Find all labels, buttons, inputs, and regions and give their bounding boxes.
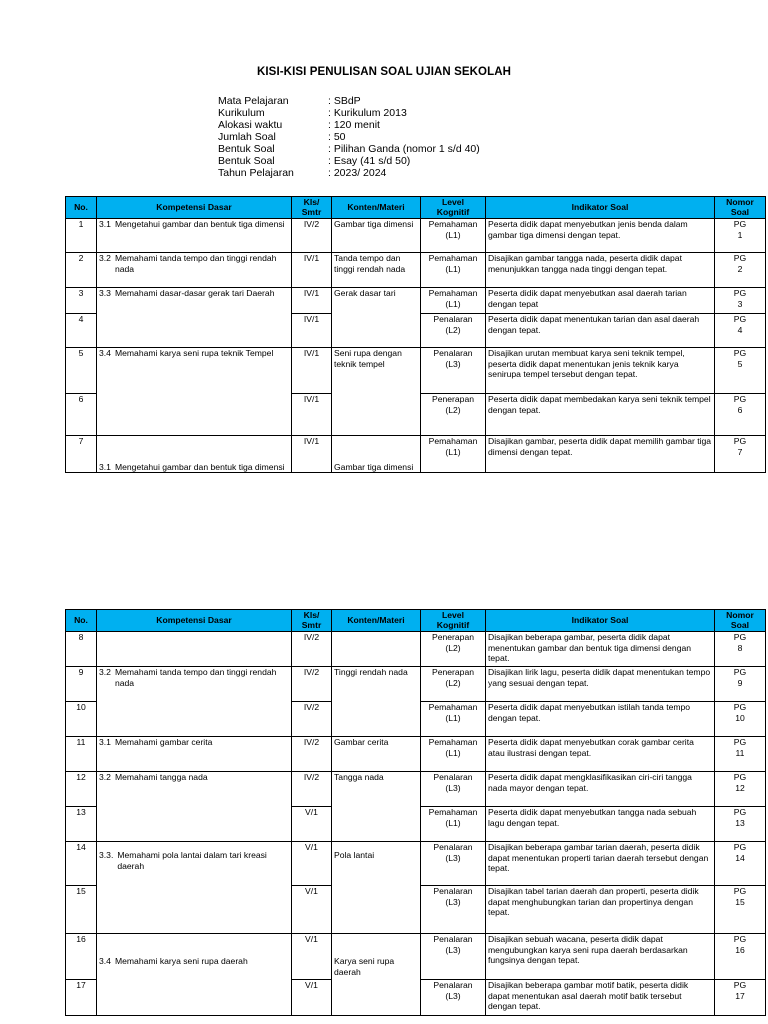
level-code: (L1) [445, 712, 461, 723]
header-indikator-soal: Indikator Soal [486, 197, 715, 219]
kd-text: Memahami karya seni rupa daerah [114, 956, 248, 966]
cell-nomor-soal [715, 436, 766, 473]
cell-indikator-soal: Peserta didik dapat menyebutkan corak gambar cerita atau ilustrasi dengan tepat. [486, 737, 715, 772]
cell-no: 8 [66, 632, 97, 667]
level-name: Pemahaman [428, 807, 478, 817]
header-kelas-line: Kls/ [303, 197, 320, 207]
cell-nomor-soal [715, 253, 766, 288]
meta-label: Alokasi waktu [218, 119, 283, 131]
cell-level-kognitif [421, 667, 486, 702]
table-header-row [66, 610, 766, 632]
header-level-line: Level [442, 197, 464, 207]
cell-nomor-soal [715, 772, 766, 807]
table-header-row [66, 197, 766, 219]
soal-type: PG [733, 934, 747, 944]
soal-type: PG [733, 807, 747, 817]
header-kognitif-line: Kognitif [436, 206, 470, 217]
level-code: (L1) [445, 263, 461, 274]
cell-indikator-soal: Disajikan beberapa gambar motif batik, peserta didik dapat menentukan asal daerah motif batik tersebut dengan tepat. [486, 980, 715, 1016]
kd-number: 3.1 [99, 461, 111, 472]
cell-kelas-semester: IV/2 [292, 667, 332, 702]
meta-value: : 50 [328, 131, 346, 143]
cell-indikator-soal: Disajikan sebuah wacana, peserta didik dapat mengubungkan karya seni rupa daerah berdasarkan fungsinya dengan tepat. [486, 934, 715, 980]
level-name: Pemahaman [428, 737, 478, 747]
cell-level-kognitif [421, 980, 486, 1016]
cell-no: 13 [66, 807, 97, 842]
level-code: (L2) [445, 677, 461, 688]
soal-type: PG [733, 702, 747, 712]
cell-no: 7 [66, 436, 97, 473]
soal-type: PG [733, 436, 747, 446]
cell-no: 16 [66, 934, 97, 980]
soal-type: PG [733, 394, 747, 404]
cell-nomor-soal [715, 314, 766, 348]
meta-value: : 120 menit [328, 119, 380, 131]
kd-number: 3.2 [99, 253, 111, 263]
meta-row [218, 95, 480, 107]
cell-kompetensi-dasar [97, 288, 292, 348]
header-soal-line: Soal [730, 619, 750, 630]
cell-kompetensi-dasar [97, 253, 292, 288]
soal-number: 16 [735, 944, 745, 955]
table-row [66, 436, 766, 473]
header-soal-line: Soal [730, 206, 750, 217]
kd-number: 3.4 [99, 956, 111, 966]
level-code: (L1) [445, 446, 461, 457]
cell-indikator-soal: Disajikan tabel tarian daerah dan properti, peserta didik dapat menghubungkan tarian dan propertinya dengan tepat. [486, 886, 715, 934]
kd-number: 3.4 [99, 348, 111, 358]
cell-level-kognitif [421, 934, 486, 980]
cell-kelas-semester: V/1 [292, 842, 332, 886]
meta-row [218, 143, 480, 155]
cell-konten-materi: Tangga nada [332, 772, 421, 842]
soal-type: PG [733, 737, 747, 747]
soal-number: 1 [737, 229, 743, 240]
meta-row [218, 107, 480, 119]
cell-no: 5 [66, 348, 97, 394]
meta-value: : Kurikulum 2013 [328, 107, 407, 119]
cell-kelas-semester: IV/2 [292, 702, 332, 737]
header-no: No. [66, 197, 97, 219]
level-name: Penalaran [433, 314, 473, 324]
cell-nomor-soal [715, 288, 766, 314]
kisi-kisi-table-2 [65, 609, 766, 1016]
table-row [66, 842, 766, 886]
soal-type: PG [733, 219, 747, 229]
table-row [66, 772, 766, 807]
cell-level-kognitif [421, 702, 486, 737]
cell-indikator-soal: Peserta didik dapat membedakan karya seni teknik tempel dengan tepat. [486, 394, 715, 436]
cell-kelas-semester: IV/1 [292, 288, 332, 314]
level-code: (L1) [445, 747, 461, 758]
soal-number: 15 [735, 896, 745, 907]
cell-no: 17 [66, 980, 97, 1016]
cell-level-kognitif [421, 772, 486, 807]
soal-number: 8 [737, 642, 743, 653]
table-row [66, 219, 766, 253]
level-code: (L1) [445, 298, 461, 309]
level-name: Pemahaman [428, 253, 478, 263]
level-code: (L3) [445, 358, 461, 369]
level-code: (L3) [445, 990, 461, 1001]
table-row [66, 253, 766, 288]
cell-indikator-soal: Disajikan gambar tangga nada, peserta didik dapat menunjukkan tangga nada tinggi dengan tepat. [486, 253, 715, 288]
level-name: Penerapan [431, 394, 475, 404]
cell-nomor-soal [715, 737, 766, 772]
header-nomor-line: Nomor [726, 197, 754, 207]
cell-konten-materi: Gambar tiga dimensi [332, 219, 421, 253]
cell-no: 12 [66, 772, 97, 807]
cell-nomor-soal [715, 980, 766, 1016]
cell-indikator-soal: Peserta didik dapat menyebutkan asal daerah tarian dengan tepat [486, 288, 715, 314]
soal-number: 9 [737, 677, 743, 688]
cell-nomor-soal [715, 702, 766, 737]
kd-text: Memahami tanda tempo dan tinggi rendah nada [114, 253, 277, 274]
level-code: (L3) [445, 852, 461, 863]
level-name: Pemahaman [428, 702, 478, 712]
kd-text: Memahami pola lantai dalam tari kreasi daerah [117, 850, 267, 871]
kd-text: Memahami karya seni rupa teknik Tempel [114, 348, 274, 358]
cell-konten-materi: Tinggi rendah nada [332, 667, 421, 737]
header-konten-materi: Konten/Materi [332, 197, 421, 219]
level-code: (L3) [445, 944, 461, 955]
cell-level-kognitif [421, 842, 486, 886]
level-name: Pemahaman [428, 219, 478, 229]
cell-indikator-soal: Disajikan beberapa gambar, peserta didik dapat menentukan gambar dan bentuk tiga dimensi dengan tepat. [486, 632, 715, 667]
header-semester-line: Smtr [301, 619, 322, 630]
cell-indikator-soal: Peserta didik dapat mengklasifikasikan ciri-ciri tangga nada mayor dengan tepat. [486, 772, 715, 807]
cell-konten-materi [332, 632, 421, 667]
soal-type: PG [733, 632, 747, 642]
cell-kompetensi-dasar [97, 348, 292, 436]
cell-level-kognitif [421, 394, 486, 436]
kd-number: 3.3 [99, 288, 111, 298]
metadata-block [218, 95, 480, 179]
level-code: (L1) [445, 817, 461, 828]
soal-type: PG [733, 667, 747, 677]
level-name: Penalaran [433, 886, 473, 896]
level-code: (L2) [445, 404, 461, 415]
cell-level-kognitif [421, 288, 486, 314]
soal-type: PG [733, 348, 747, 358]
level-code: (L2) [445, 642, 461, 653]
kd-text: Memahami tanda tempo dan tinggi rendah nada [114, 667, 277, 688]
cell-level-kognitif [421, 436, 486, 473]
cell-level-kognitif [421, 886, 486, 934]
cell-kelas-semester: IV/2 [292, 737, 332, 772]
meta-row [218, 131, 480, 143]
kd-number: 3.2 [99, 667, 111, 677]
cell-indikator-soal: Peserta didik dapat menyebutkan jenis benda dalam gambar tiga dimensi dengan tepat. [486, 219, 715, 253]
cell-level-kognitif [421, 348, 486, 394]
meta-label: Bentuk Soal [218, 143, 275, 155]
table-row [66, 934, 766, 980]
cell-konten-materi: Gambar tiga dimensi [332, 436, 421, 473]
cell-nomor-soal [715, 348, 766, 394]
level-name: Pemahaman [428, 436, 478, 446]
cell-konten-materi: Seni rupa dengan teknik tempel [332, 348, 421, 436]
cell-kelas-semester: IV/1 [292, 314, 332, 348]
meta-label: Tahun Pelajaran [218, 167, 294, 179]
level-name: Penerapan [431, 667, 475, 677]
meta-value: : Pilihan Ganda (nomor 1 s/d 40) [328, 143, 480, 155]
meta-label: Jumlah Soal [218, 131, 276, 143]
header-no: No. [66, 610, 97, 632]
cell-no: 10 [66, 702, 97, 737]
cell-no: 2 [66, 253, 97, 288]
cell-kompetensi-dasar [97, 737, 292, 772]
meta-value: : 2023/ 2024 [328, 167, 387, 179]
cell-no: 14 [66, 842, 97, 886]
soal-type: PG [733, 288, 747, 298]
cell-kelas-semester: IV/2 [292, 632, 332, 667]
soal-type: PG [733, 253, 747, 263]
header-kelas-line: Kls/ [303, 610, 320, 620]
cell-nomor-soal [715, 807, 766, 842]
meta-value: : SBdP [328, 95, 361, 107]
cell-nomor-soal [715, 886, 766, 934]
soal-type: PG [733, 314, 747, 324]
cell-kompetensi-dasar [97, 842, 292, 934]
kd-number: 3.3. [99, 850, 114, 860]
cell-kompetensi-dasar [97, 934, 292, 1016]
cell-kelas-semester: V/1 [292, 980, 332, 1016]
meta-row [218, 119, 480, 131]
kd-number: 3.1 [99, 219, 111, 229]
header-kognitif-line: Kognitif [436, 619, 470, 630]
level-name: Pemahaman [428, 288, 478, 298]
level-name: Penalaran [433, 772, 473, 782]
level-code: (L1) [445, 229, 461, 240]
soal-number: 10 [735, 712, 745, 723]
cell-level-kognitif [421, 219, 486, 253]
soal-number: 7 [737, 446, 743, 457]
cell-no: 9 [66, 667, 97, 702]
kisi-kisi-table-1 [65, 196, 766, 473]
header-level-line: Level [442, 610, 464, 620]
header-level-kognitif [421, 197, 486, 219]
cell-kelas-semester: IV/1 [292, 348, 332, 394]
meta-row [218, 155, 480, 167]
level-code: (L3) [445, 896, 461, 907]
level-code: (L2) [445, 324, 461, 335]
cell-no: 6 [66, 394, 97, 436]
cell-no: 15 [66, 886, 97, 934]
cell-nomor-soal [715, 632, 766, 667]
soal-number: 6 [737, 404, 743, 415]
header-level-kognitif [421, 610, 486, 632]
cell-konten-materi: Karya seni rupa daerah [332, 934, 421, 1016]
soal-type: PG [733, 980, 747, 990]
soal-number: 2 [737, 263, 743, 274]
header-nomor-soal [715, 197, 766, 219]
cell-no: 1 [66, 219, 97, 253]
level-name: Penalaran [433, 980, 473, 990]
header-indikator-soal: Indikator Soal [486, 610, 715, 632]
soal-number: 3 [737, 298, 743, 309]
table-row [66, 288, 766, 314]
cell-kelas-semester: IV/1 [292, 394, 332, 436]
cell-level-kognitif [421, 253, 486, 288]
meta-row [218, 167, 480, 179]
cell-nomor-soal [715, 934, 766, 980]
cell-kompetensi-dasar [97, 219, 292, 253]
header-konten-materi: Konten/Materi [332, 610, 421, 632]
cell-indikator-soal: Disajikan gambar, peserta didik dapat memilih gambar tiga dimensi dengan tepat. [486, 436, 715, 473]
soal-number: 12 [735, 782, 745, 793]
header-semester-line: Smtr [301, 206, 322, 217]
header-kelas-semester [292, 197, 332, 219]
kd-text: Mengetahui gambar dan bentuk tiga dimensi [114, 219, 285, 229]
cell-kelas-semester: IV/1 [292, 253, 332, 288]
header-kompetensi-dasar: Kompetensi Dasar [97, 197, 292, 219]
cell-indikator-soal: Peserta didik dapat menyebutkan tangga nada sebuah lagu dengan tepat. [486, 807, 715, 842]
cell-level-kognitif [421, 314, 486, 348]
kd-text: Memahami tangga nada [114, 772, 208, 782]
cell-no: 4 [66, 314, 97, 348]
cell-indikator-soal: Disajikan beberapa gambar tarian daerah, peserta didik dapat menentukan properti tarian daerah tersebut dengan tepat. [486, 842, 715, 886]
meta-label: Bentuk Soal [218, 155, 275, 167]
kd-text: Memahami gambar cerita [114, 737, 213, 747]
cell-indikator-soal: Disajikan lirik lagu, peserta didik dapat menentukan tempo yang sesuai dengan tepat. [486, 667, 715, 702]
cell-konten-materi: Tanda tempo dan tinggi rendah nada [332, 253, 421, 288]
soal-type: PG [733, 842, 747, 852]
cell-kompetensi-dasar [97, 436, 292, 473]
header-kelas-semester [292, 610, 332, 632]
cell-kelas-semester: V/1 [292, 807, 332, 842]
cell-konten-materi: Gambar cerita [332, 737, 421, 772]
cell-no: 3 [66, 288, 97, 314]
level-name: Penerapan [431, 632, 475, 642]
soal-type: PG [733, 772, 747, 782]
cell-level-kognitif [421, 632, 486, 667]
cell-indikator-soal: Peserta didik dapat menyebutkan istilah tanda tempo dengan tepat. [486, 702, 715, 737]
cell-kompetensi-dasar [97, 632, 292, 667]
cell-konten-materi: Gerak dasar tari [332, 288, 421, 348]
table-row [66, 667, 766, 702]
level-code: (L3) [445, 782, 461, 793]
level-name: Penalaran [433, 934, 473, 944]
cell-nomor-soal [715, 667, 766, 702]
cell-kompetensi-dasar [97, 772, 292, 842]
cell-nomor-soal [715, 394, 766, 436]
cell-kelas-semester: V/1 [292, 886, 332, 934]
level-name: Penalaran [433, 842, 473, 852]
cell-kelas-semester: V/1 [292, 934, 332, 980]
cell-kompetensi-dasar [97, 667, 292, 737]
header-nomor-line: Nomor [726, 610, 754, 620]
cell-kelas-semester: IV/1 [292, 436, 332, 473]
meta-label: Mata Pelajaran [218, 95, 289, 107]
soal-number: 11 [735, 747, 745, 758]
soal-type: PG [733, 886, 747, 896]
cell-no: 11 [66, 737, 97, 772]
soal-number: 4 [737, 324, 743, 335]
soal-number: 14 [735, 852, 745, 863]
level-name: Penalaran [433, 348, 473, 358]
cell-nomor-soal [715, 219, 766, 253]
header-kompetensi-dasar: Kompetensi Dasar [97, 610, 292, 632]
cell-kelas-semester: IV/2 [292, 219, 332, 253]
cell-konten-materi: Pola lantai [332, 842, 421, 934]
kd-text: Memahami dasar-dasar gerak tari Daerah [114, 288, 275, 298]
kd-number: 3.1 [99, 737, 111, 747]
meta-label: Kurikulum [218, 107, 265, 119]
header-nomor-soal [715, 610, 766, 632]
meta-value: : Esay (41 s/d 50) [328, 155, 411, 167]
cell-level-kognitif [421, 737, 486, 772]
document-title: KISI-KISI PENULISAN SOAL UJIAN SEKOLAH [256, 66, 512, 78]
cell-indikator-soal: Disajikan urutan membuat karya seni teknik tempel, peserta didik dapat menentukan jenis teknik karya senirupa tempel tersebut dengan tepat. [486, 348, 715, 394]
cell-indikator-soal: Peserta didik dapat menentukan tarian dan asal daerah dengan tepat. [486, 314, 715, 348]
kd-text: Mengetahui gambar dan bentuk tiga dimensi [114, 461, 285, 472]
cell-nomor-soal [715, 842, 766, 886]
soal-number: 5 [737, 358, 743, 369]
table-row [66, 348, 766, 394]
table-row [66, 632, 766, 667]
soal-number: 17 [735, 990, 745, 1001]
cell-level-kognitif [421, 807, 486, 842]
kd-number: 3.2 [99, 772, 111, 782]
soal-number: 13 [735, 817, 745, 828]
cell-kelas-semester: IV/2 [292, 772, 332, 807]
table-row [66, 737, 766, 772]
